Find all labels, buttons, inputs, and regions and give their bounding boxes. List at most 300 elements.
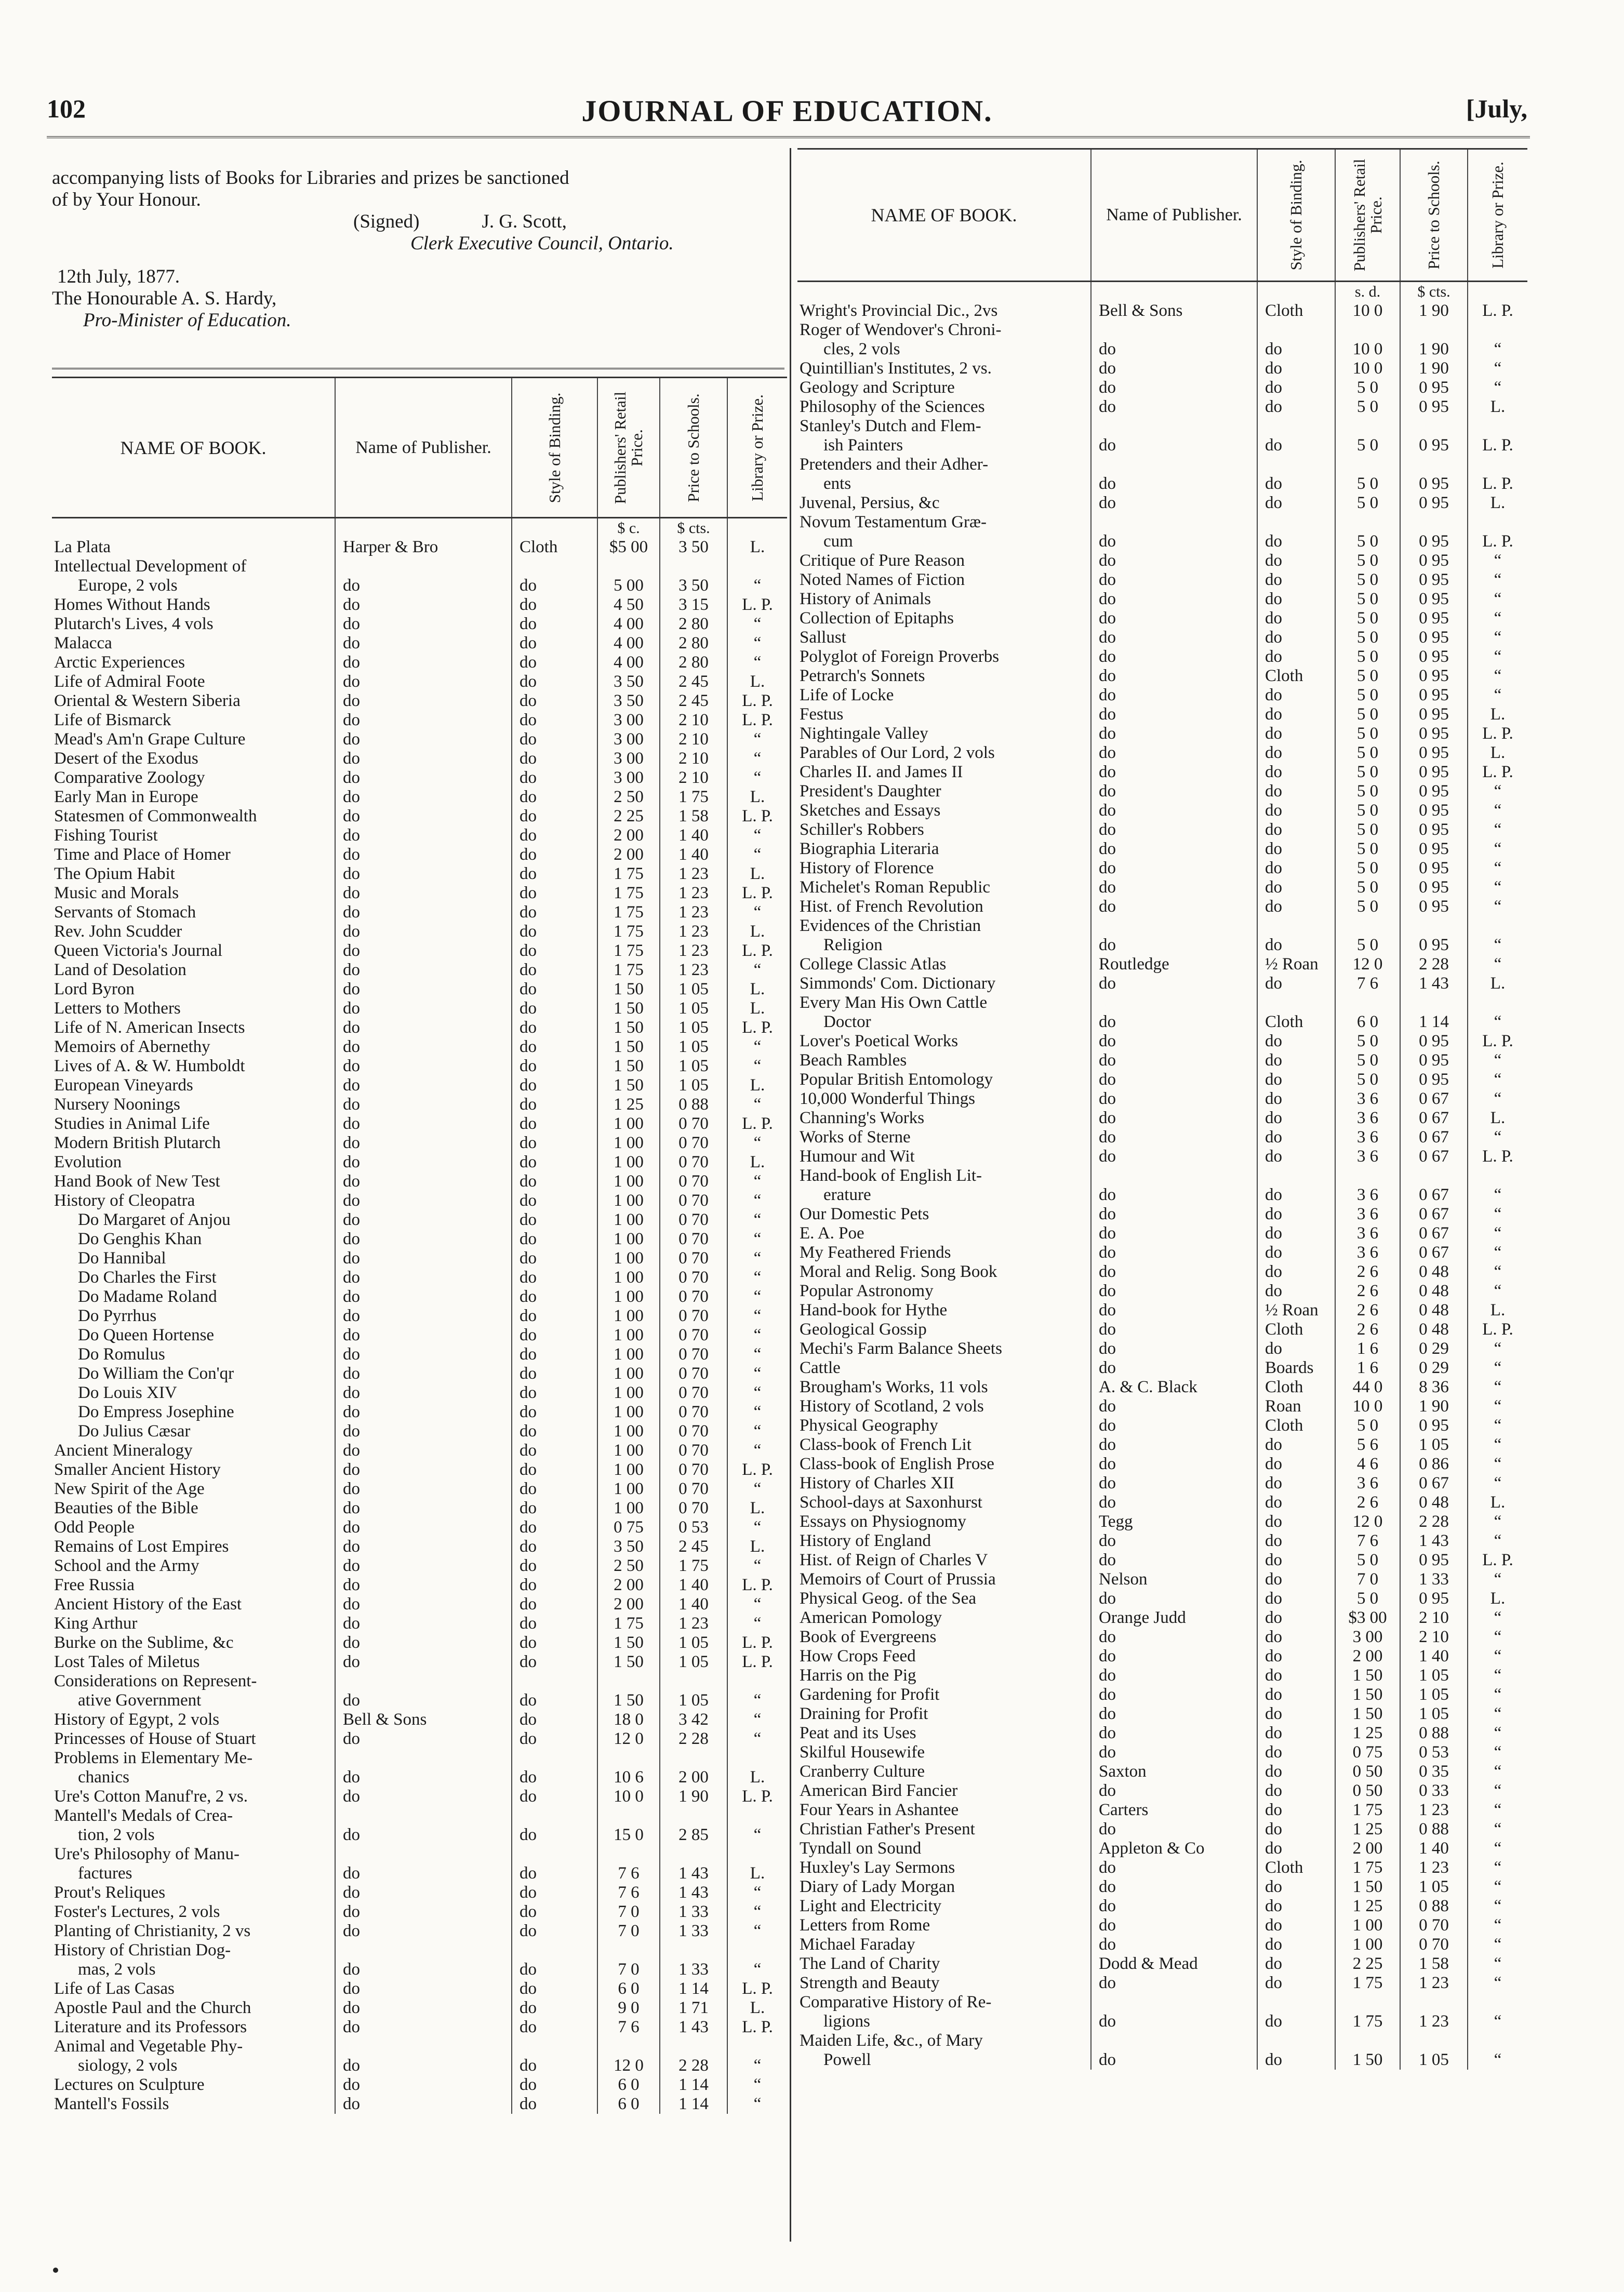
book-name: Considerations on Represent- [52, 1672, 335, 1691]
table-row [52, 1922, 787, 1941]
binding: do [1257, 1262, 1335, 1282]
retail-price [1335, 916, 1400, 936]
book-name: Europe, 2 vols [52, 576, 335, 595]
library-or-prize: “ [753, 1095, 762, 1114]
book-name: E. A. Poe [797, 1224, 1091, 1243]
retail-price: 5 0 [1335, 1032, 1400, 1051]
table-row [797, 1070, 1527, 1089]
book-name: Strength and Beauty [797, 1974, 1091, 1993]
book-name: Nightingale Valley [797, 724, 1091, 743]
publisher: do [335, 1691, 512, 1710]
book-name: Sketches and Essays [797, 801, 1091, 820]
binding [512, 1941, 597, 1960]
binding: do [512, 576, 597, 595]
library-or-prize: “ [1494, 1512, 1502, 1531]
retail-price [1335, 455, 1400, 474]
col-style-of-binding: Style of Binding. [512, 378, 597, 518]
table-row [52, 672, 787, 691]
book-name: Gardening for Profit [797, 1685, 1091, 1704]
school-price: 0 70 [660, 1383, 727, 1403]
binding: do [512, 788, 597, 807]
table-row [52, 1095, 787, 1114]
table-row [52, 1441, 787, 1460]
publisher: do [335, 1383, 512, 1403]
library-or-prize [727, 2037, 787, 2056]
school-price: 0 70 [660, 1307, 727, 1326]
library-or-prize: L. P. [742, 711, 773, 729]
table-row [797, 1647, 1527, 1666]
library-or-prize: L. P. [742, 595, 773, 614]
binding: do [1257, 1839, 1335, 1858]
binding: do [512, 595, 597, 615]
school-price: 2 10 [1400, 1628, 1468, 1647]
table-row [52, 1576, 787, 1595]
retail-price: 10 6 [597, 1768, 660, 1787]
school-price: 1 05 [1400, 1685, 1468, 1704]
table-row [52, 1653, 787, 1672]
library-or-prize: “ [1494, 1455, 1502, 1473]
table-row [797, 1339, 1527, 1358]
retail-price: 10 0 [1335, 1397, 1400, 1416]
right-book-table [797, 148, 1527, 2070]
table-row [52, 1518, 787, 1537]
library-or-prize: “ [1494, 1262, 1502, 1281]
book-name: Homes Without Hands [52, 595, 335, 615]
table-row [52, 2056, 787, 2075]
binding: do [512, 1883, 597, 1902]
publisher [1091, 2031, 1257, 2050]
binding: do [512, 1153, 597, 1172]
school-price: 0 70 [660, 1422, 727, 1441]
publisher: do [335, 2075, 512, 2095]
school-price: 1 14 [660, 2075, 727, 2095]
binding: do [512, 941, 597, 961]
binding: do [512, 1653, 597, 1672]
book-name: Do Empress Josephine [52, 1403, 335, 1422]
binding: do [1257, 1493, 1335, 1512]
book-name: Huxley's Lay Sermons [797, 1858, 1091, 1877]
book-name: Do Madame Roland [52, 1287, 335, 1307]
binding: do [512, 1768, 597, 1787]
book-name: Queen Victoria's Journal [52, 941, 335, 961]
school-price: 0 70 [660, 1191, 727, 1210]
library-or-prize: L. [1490, 1493, 1506, 1512]
publisher: do [1091, 1551, 1257, 1570]
library-or-prize: “ [1494, 1224, 1502, 1243]
retail-price: 5 0 [1335, 628, 1400, 647]
binding: do [1257, 801, 1335, 820]
table-row [797, 782, 1527, 801]
publisher [1091, 417, 1257, 436]
table-row [797, 321, 1527, 340]
publisher: do [1091, 705, 1257, 724]
binding: do [1257, 609, 1335, 628]
publisher: do [1091, 1916, 1257, 1935]
library-or-prize: L. P. [1482, 532, 1513, 551]
units-price: $ cts. [660, 518, 727, 538]
school-price: 1 05 [660, 1018, 727, 1037]
book-name: Do Julius Cæsar [52, 1422, 335, 1441]
table-row [52, 1710, 787, 1729]
school-price: 1 05 [660, 999, 727, 1018]
book-name: Life of Admiral Foote [52, 672, 335, 691]
binding: do [1257, 1339, 1335, 1358]
retail-price: 5 0 [1335, 397, 1400, 417]
book-name: mas, 2 vols [52, 1960, 335, 1979]
col-retail-price: Publishers' Retail Price. [597, 378, 660, 518]
library-or-prize: “ [753, 1326, 762, 1344]
book-name: History of Animals [797, 590, 1091, 609]
binding: do [512, 845, 597, 864]
binding [1257, 1166, 1335, 1185]
publisher: do [335, 1037, 512, 1057]
publisher: do [335, 1287, 512, 1307]
library-or-prize: “ [1494, 1781, 1502, 1800]
table-row [797, 590, 1527, 609]
school-price: 0 95 [1400, 801, 1468, 820]
school-price: 1 90 [1400, 340, 1468, 359]
book-name: American Bird Fancier [797, 1781, 1091, 1801]
publisher: do [1091, 1493, 1257, 1512]
school-price: 1 14 [660, 1979, 727, 1998]
binding: do [512, 1979, 597, 1998]
binding [1257, 417, 1335, 436]
book-name: Popular British Entomology [797, 1070, 1091, 1089]
school-price: 1 23 [660, 1614, 727, 1633]
binding [512, 1672, 597, 1691]
school-price: 0 88 [660, 1095, 727, 1114]
retail-price: 1 75 [597, 941, 660, 961]
library-or-prize: “ [753, 1825, 762, 1844]
school-price: 0 70 [660, 1403, 727, 1422]
retail-price: 3 00 [597, 730, 660, 749]
library-or-prize: L. P. [742, 2018, 773, 2036]
book-name: Ancient History of the East [52, 1595, 335, 1614]
book-name: Channing's Works [797, 1109, 1091, 1128]
publisher: do [335, 826, 512, 845]
retail-price: 1 75 [597, 1614, 660, 1633]
library-or-prize: L. P. [742, 1576, 773, 1594]
binding: do [512, 1595, 597, 1614]
library-or-prize: “ [753, 903, 762, 922]
publisher: do [1091, 1724, 1257, 1743]
school-price: 3 42 [660, 1710, 727, 1729]
col-library-or-prize: Library or Prize. [727, 378, 787, 518]
retail-price: 10 0 [597, 1787, 660, 1806]
library-or-prize: “ [1494, 1128, 1502, 1147]
publisher: do [1091, 1243, 1257, 1262]
publisher: do [1091, 570, 1257, 590]
publisher: do [1091, 1358, 1257, 1378]
school-price: 2 28 [660, 2056, 727, 2075]
table-row [797, 1262, 1527, 1282]
book-name: Problems in Elementary Me- [52, 1749, 335, 1768]
binding: do [1257, 763, 1335, 782]
table-row [797, 1012, 1527, 1032]
table-row [52, 576, 787, 595]
school-price: 1 43 [1400, 974, 1468, 993]
school-price: 1 40 [660, 826, 727, 845]
book-name: Odd People [52, 1518, 335, 1537]
book-name: Apostle Paul and the Church [52, 1998, 335, 2018]
book-name: Works of Sterne [797, 1128, 1091, 1147]
publisher: do [1091, 628, 1257, 647]
library-or-prize: L. [750, 672, 765, 691]
binding: do [512, 1076, 597, 1095]
publisher: do [335, 653, 512, 672]
retail-price [597, 557, 660, 576]
school-price [1400, 916, 1468, 936]
retail-price: 1 25 [1335, 1897, 1400, 1916]
library-or-prize: “ [753, 845, 762, 864]
book-name: Light and Electricity [797, 1897, 1091, 1916]
binding [512, 2037, 597, 2056]
publisher: do [1091, 378, 1257, 397]
library-or-prize: “ [1494, 1974, 1502, 1992]
school-price: 1 90 [1400, 1397, 1468, 1416]
retail-price: 2 6 [1335, 1301, 1400, 1320]
retail-price: 5 0 [1335, 1070, 1400, 1089]
retail-price: 1 50 [597, 1057, 660, 1076]
book-name: Festus [797, 705, 1091, 724]
school-price: 0 67 [1400, 1147, 1468, 1166]
school-price: 0 95 [1400, 1416, 1468, 1435]
table-row [797, 1147, 1527, 1166]
publisher: do [335, 768, 512, 788]
library-or-prize: “ [753, 576, 762, 595]
retail-price: $3 00 [1335, 1608, 1400, 1628]
library-or-prize: “ [753, 1960, 762, 1979]
publisher: do [1091, 1589, 1257, 1608]
table-row [52, 941, 787, 961]
binding: do [1257, 1551, 1335, 1570]
table-row [797, 1993, 1527, 2012]
library-or-prize [1468, 916, 1527, 936]
retail-price: 3 50 [597, 672, 660, 691]
book-name: Mantell's Medals of Crea- [52, 1806, 335, 1825]
table-row [797, 1301, 1527, 1320]
library-or-prize [1468, 513, 1527, 532]
publisher [335, 2037, 512, 2056]
retail-price: 5 0 [1335, 570, 1400, 590]
binding: Cloth [1257, 667, 1335, 686]
book-name: Life of Las Casas [52, 1979, 335, 1998]
library-or-prize [727, 1672, 787, 1691]
school-price: 1 23 [1400, 1858, 1468, 1877]
school-price: 1 05 [1400, 1877, 1468, 1897]
table-row [52, 2037, 787, 2056]
publisher: do [1091, 1128, 1257, 1147]
school-price: 0 95 [1400, 839, 1468, 859]
book-name: Evolution [52, 1153, 335, 1172]
book-name: Critique of Pure Reason [797, 551, 1091, 570]
binding: do [512, 922, 597, 941]
publisher: do [335, 749, 512, 768]
retail-price: 3 00 [597, 711, 660, 730]
table-row [797, 1685, 1527, 1704]
retail-price [597, 1749, 660, 1768]
publisher: do [1091, 1628, 1257, 1647]
table-row [52, 634, 787, 653]
book-name: Oriental & Western Siberia [52, 691, 335, 711]
book-name: Draining for Profit [797, 1704, 1091, 1724]
binding: do [512, 903, 597, 922]
publisher: do [335, 1979, 512, 1998]
book-name: Our Domestic Pets [797, 1205, 1091, 1224]
retail-price: 5 0 [1335, 782, 1400, 801]
table-row [797, 1628, 1527, 1647]
table-row [52, 2075, 787, 2095]
library-or-prize: L. P. [742, 941, 773, 960]
retail-price: 1 00 [597, 1268, 660, 1287]
table-row [797, 1704, 1527, 1724]
binding: do [512, 961, 597, 980]
binding: do [1257, 1608, 1335, 1628]
school-price: 0 70 [660, 1441, 727, 1460]
library-or-prize: “ [1494, 1743, 1502, 1762]
table-row [52, 557, 787, 576]
book-name: Stanley's Dutch and Flem- [797, 417, 1091, 436]
school-price: 0 95 [1400, 686, 1468, 705]
binding: do [1257, 878, 1335, 897]
publisher: do [335, 1172, 512, 1191]
book-name: Rev. John Scudder [52, 922, 335, 941]
book-name: Hand-book for Hythe [797, 1301, 1091, 1320]
publisher: do [335, 711, 512, 730]
library-or-prize: L. [1490, 397, 1506, 416]
binding: do [1257, 1685, 1335, 1704]
publisher: do [1091, 1858, 1257, 1877]
school-price: 0 88 [1400, 1897, 1468, 1916]
table-row [52, 1403, 787, 1422]
library-or-prize: “ [1494, 570, 1502, 589]
binding [1257, 916, 1335, 936]
retail-price: 1 00 [597, 1114, 660, 1134]
retail-price: 1 00 [597, 1480, 660, 1499]
binding: do [1257, 1743, 1335, 1762]
retail-price: 18 0 [597, 1710, 660, 1729]
publisher: do [1091, 340, 1257, 359]
binding: do [512, 1710, 597, 1729]
library-or-prize: “ [1494, 1570, 1502, 1589]
library-or-prize: “ [753, 1922, 762, 1940]
binding: do [1257, 1474, 1335, 1493]
binding: do [512, 1825, 597, 1845]
binding: do [1257, 340, 1335, 359]
table-row [797, 1032, 1527, 1051]
binding: do [512, 672, 597, 691]
book-name: Lectures on Sculpture [52, 2075, 335, 2095]
library-or-prize: “ [753, 1614, 762, 1633]
library-or-prize: “ [1494, 1012, 1502, 1031]
table-row [797, 1589, 1527, 1608]
table-row [797, 705, 1527, 724]
book-name: Lost Tales of Miletus [52, 1653, 335, 1672]
school-price: 2 28 [1400, 955, 1468, 974]
table-row [797, 1781, 1527, 1801]
binding: Cloth [1257, 1012, 1335, 1032]
library-or-prize: “ [753, 1249, 762, 1268]
ink-speck [53, 2268, 58, 2273]
table-row [52, 2095, 787, 2114]
retail-price: 0 75 [1335, 1743, 1400, 1762]
book-name: Malacca [52, 634, 335, 653]
book-name: Plutarch's Lives, 4 vols [52, 615, 335, 634]
retail-price: 1 50 [1335, 1704, 1400, 1724]
book-name: Music and Morals [52, 884, 335, 903]
book-name: erature [797, 1185, 1091, 1205]
retail-price: 1 00 [597, 1441, 660, 1460]
binding: do [512, 1057, 597, 1076]
table-row [797, 1801, 1527, 1820]
book-name: Powell [797, 2050, 1091, 2070]
book-name: siology, 2 vols [52, 2056, 335, 2075]
binding: do [512, 884, 597, 903]
retail-price: 5 0 [1335, 436, 1400, 455]
school-price: 2 28 [1400, 1512, 1468, 1531]
library-or-prize: L. [750, 1076, 765, 1095]
school-price: 1 75 [660, 1556, 727, 1576]
book-name: ligions [797, 2012, 1091, 2031]
table-row [52, 1806, 787, 1825]
school-price: 1 05 [1400, 2050, 1468, 2070]
retail-price: 1 75 [1335, 1858, 1400, 1877]
school-price [660, 1806, 727, 1825]
retail-price: 1 00 [597, 1364, 660, 1383]
table-row [797, 1378, 1527, 1397]
library-or-prize: “ [1494, 1647, 1502, 1665]
table-row [797, 340, 1527, 359]
library-or-prize: “ [1494, 1397, 1502, 1416]
binding: do [512, 1095, 597, 1114]
page-number: 102 [47, 94, 86, 123]
school-price: 2 45 [660, 672, 727, 691]
school-price: 0 95 [1400, 859, 1468, 878]
publisher: A. & C. Black [1091, 1378, 1257, 1397]
table-row [52, 538, 787, 557]
table-row [797, 494, 1527, 513]
binding: do [1257, 1628, 1335, 1647]
publisher: Routledge [1091, 955, 1257, 974]
book-name: tion, 2 vols [52, 1825, 335, 1845]
book-name: 10,000 Wonderful Things [797, 1089, 1091, 1109]
book-name: Popular Astronomy [797, 1282, 1091, 1301]
school-price: 0 70 [660, 1249, 727, 1268]
library-or-prize: L. [750, 1998, 765, 2017]
publisher: do [1091, 1089, 1257, 1109]
retail-price: 3 6 [1335, 1147, 1400, 1166]
publisher: do [1091, 2050, 1257, 2070]
book-name: Do Louis XIV [52, 1383, 335, 1403]
school-price: 0 95 [1400, 570, 1468, 590]
table-row [797, 1839, 1527, 1858]
book-name: Tyndall on Sound [797, 1839, 1091, 1858]
school-price: 1 43 [660, 1864, 727, 1883]
binding: do [512, 749, 597, 768]
binding: do [512, 1383, 597, 1403]
col-name-of-book: NAME OF BOOK. [52, 378, 335, 518]
retail-price: 4 6 [1335, 1455, 1400, 1474]
library-or-prize: L. P. [742, 807, 773, 825]
library-or-prize: “ [753, 1729, 762, 1748]
binding: do [1257, 705, 1335, 724]
retail-price: 1 25 [1335, 1724, 1400, 1743]
binding: do [1257, 1954, 1335, 1974]
intro-line-2: of by Your Honour. [52, 189, 201, 210]
book-name: Diary of Lady Morgan [797, 1877, 1091, 1897]
retail-price: 3 6 [1335, 1474, 1400, 1493]
library-or-prize: “ [753, 1287, 762, 1306]
